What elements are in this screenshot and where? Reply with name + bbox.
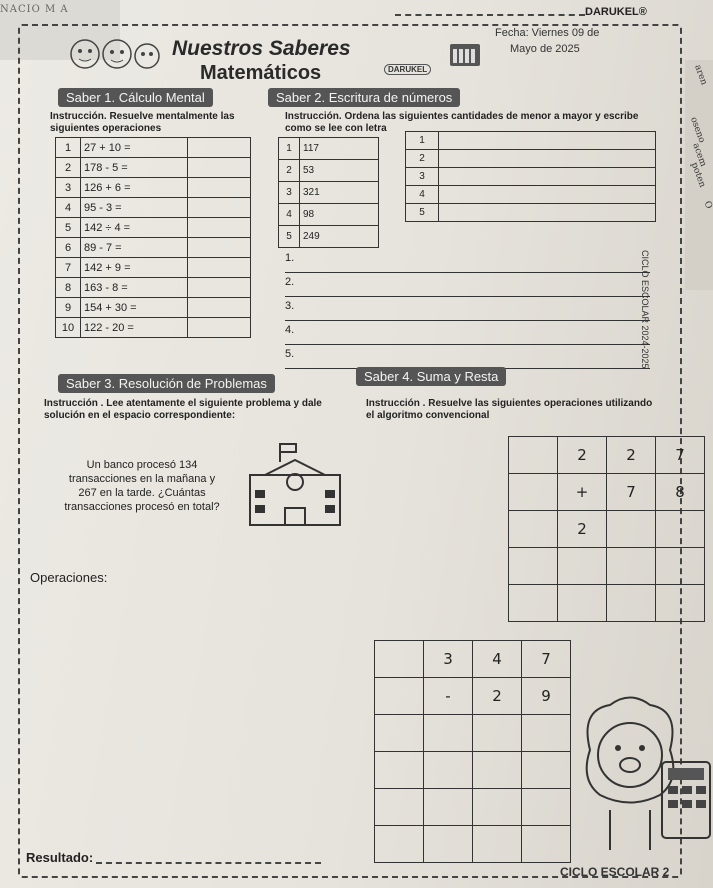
grid-cell[interactable] [375, 826, 424, 863]
saber1-row [56, 258, 251, 278]
grid-row [375, 789, 571, 826]
page-subtitle: Matemáticos [200, 62, 322, 84]
grid-cell[interactable]: 9 [522, 678, 571, 715]
grid-row [375, 826, 571, 863]
row-number: 1 [56, 138, 81, 158]
publisher-logo: DARUKEL [384, 64, 431, 75]
operation: 142 ÷ 4 = [81, 218, 188, 238]
number-value: 321 [300, 182, 379, 204]
number-value: 117 [300, 138, 379, 160]
calculator-icon [660, 760, 712, 840]
grid-cell[interactable]: 4 [473, 641, 522, 678]
saber1-row [56, 298, 251, 318]
grid-row [509, 585, 705, 622]
writing-line[interactable]: 3. [285, 300, 650, 321]
operation: 163 - 8 = [81, 278, 188, 298]
saber3-instruction: Instrucción . Lee atentamente el siguiente problema y dale solución en el espacio correspondiente: [44, 398, 322, 421]
writing-line[interactable]: 4. [285, 324, 650, 345]
grid-cell[interactable]: + [558, 474, 607, 511]
grid-row [375, 678, 571, 715]
grid-cell[interactable]: - [424, 678, 473, 715]
saber3-header: Saber 3. Resolución de Problemas [58, 374, 275, 393]
grid-row [375, 641, 571, 678]
order-number: 2 [406, 150, 439, 168]
operation: 89 - 7 = [81, 238, 188, 258]
edge-text-right-3: acem [690, 141, 708, 169]
saber2-header: Saber 2. Escritura de números [268, 88, 460, 107]
saber4-instruction: Instrucción . Resuelve las siguientes operaciones utilizando el algoritmo convencional [366, 398, 653, 421]
answer-cell[interactable] [188, 278, 251, 298]
operation: 154 + 30 = [81, 298, 188, 318]
grid-cell[interactable] [558, 548, 607, 585]
grid-cell[interactable] [522, 715, 571, 752]
grid-cell[interactable] [473, 789, 522, 826]
number-row [279, 182, 379, 204]
answer-cell[interactable] [188, 298, 251, 318]
row-number: 4 [56, 198, 81, 218]
grid-cell[interactable] [656, 511, 705, 548]
grid-cell[interactable] [509, 437, 558, 474]
row-number: 7 [56, 258, 81, 278]
school-icon [240, 440, 350, 530]
saber1-header: Saber 1. Cálculo Mental [58, 88, 213, 107]
grid-cell[interactable] [473, 715, 522, 752]
row-number: 6 [56, 238, 81, 258]
grid-cell[interactable] [375, 641, 424, 678]
saber1-table [55, 137, 251, 338]
saber1-row [56, 218, 251, 238]
edge-text-left: NACIO M A [0, 4, 69, 15]
grid-cell[interactable] [375, 789, 424, 826]
order-row [406, 204, 656, 222]
answer-cell[interactable] [188, 178, 251, 198]
saber1-row [56, 138, 251, 158]
footer-cycle: CICLO ESCOLAR 2 [560, 865, 670, 879]
saber2-instruction: Instrucción. Ordena las siguientes cantidades de menor a mayor y escribe como se lee con letra [285, 111, 639, 134]
row-number: 3 [279, 182, 300, 204]
grid-row [509, 474, 705, 511]
grid-row [375, 715, 571, 752]
row-number: 2 [56, 158, 81, 178]
order-number: 4 [406, 186, 439, 204]
operations-label: Operaciones: [30, 570, 108, 585]
result-label: Resultado: [26, 850, 94, 865]
grid-cell[interactable] [375, 752, 424, 789]
edge-text-right-5: O [701, 199, 713, 211]
grid-cell[interactable] [522, 789, 571, 826]
grid-cell[interactable] [473, 826, 522, 863]
number-row [279, 204, 379, 226]
saber1-row [56, 198, 251, 218]
number-row [279, 160, 379, 182]
grid-cell[interactable]: 2 [607, 437, 656, 474]
saber4-header: Saber 4. Suma y Resta [356, 367, 506, 386]
grid-cell[interactable] [424, 715, 473, 752]
order-number: 1 [406, 132, 439, 150]
grid-cell[interactable] [656, 585, 705, 622]
writing-line[interactable]: 5. [285, 348, 650, 369]
answer-cell[interactable] [188, 318, 251, 338]
grid-cell[interactable] [509, 548, 558, 585]
answer-cell[interactable] [188, 238, 251, 258]
order-number: 5 [406, 204, 439, 222]
writing-line[interactable]: 1. [285, 252, 650, 273]
order-row [406, 150, 656, 168]
saber1-row [56, 158, 251, 178]
grid-cell[interactable] [607, 585, 656, 622]
writing-line[interactable]: 2. [285, 276, 650, 297]
grid-cell[interactable] [509, 585, 558, 622]
number-row [279, 226, 379, 248]
operation: 95 - 3 = [81, 198, 188, 218]
saber1-row [56, 178, 251, 198]
number-value: 53 [300, 160, 379, 182]
saber1-row [56, 318, 251, 338]
grid-cell[interactable] [656, 548, 705, 585]
grid-cell[interactable]: 8 [656, 474, 705, 511]
grid-row [375, 752, 571, 789]
answer-cell[interactable] [188, 258, 251, 278]
grid-row [509, 548, 705, 585]
saber2-numbers-table [278, 137, 379, 248]
answer-cell[interactable] [188, 198, 251, 218]
grid-cell[interactable]: 7 [656, 437, 705, 474]
grid-cell[interactable]: 7 [522, 641, 571, 678]
grid-cell[interactable] [473, 752, 522, 789]
grid-cell[interactable] [509, 511, 558, 548]
grid-cell[interactable]: 2 [558, 437, 607, 474]
row-number: 10 [56, 318, 81, 338]
brand-name: DARUKEL® [585, 6, 647, 18]
answer-cell[interactable] [188, 158, 251, 178]
operation: 122 - 20 = [81, 318, 188, 338]
grid-cell[interactable]: 7 [607, 474, 656, 511]
order-row [406, 168, 656, 186]
edge-text-right-2: oseno [688, 115, 707, 145]
saber1-instruction: Instrucción. Resuelve mentalmente las siguientes operaciones [50, 111, 235, 134]
order-answer-cell[interactable] [439, 186, 656, 204]
order-number: 3 [406, 168, 439, 186]
operation: 126 + 6 = [81, 178, 188, 198]
grid-cell[interactable] [509, 474, 558, 511]
grid-cell[interactable]: 2 [473, 678, 522, 715]
row-number: 8 [56, 278, 81, 298]
row-number: 4 [279, 204, 300, 226]
grid-cell[interactable] [375, 715, 424, 752]
order-row [406, 186, 656, 204]
grid-cell[interactable] [522, 752, 571, 789]
date-line-1: Fecha: Viernes 09 de [495, 27, 600, 39]
grid-cell[interactable] [424, 789, 473, 826]
row-number: 3 [56, 178, 81, 198]
operation: 27 + 10 = [81, 138, 188, 158]
row-number: 5 [56, 218, 81, 238]
answer-cell[interactable] [188, 138, 251, 158]
vertical-cycle-label: CICLO ESCOLAR 2024-2025 [640, 250, 650, 369]
edge-text-right-1: aren [692, 63, 709, 87]
order-answer-cell[interactable] [439, 132, 656, 150]
subtraction-grid[interactable] [374, 640, 571, 863]
grid-cell[interactable] [424, 752, 473, 789]
row-number: 2 [279, 160, 300, 182]
order-answer-cell[interactable] [439, 168, 656, 186]
grid-cell[interactable] [424, 826, 473, 863]
saber2-order-table [405, 131, 656, 222]
grid-cell[interactable]: 3 [424, 641, 473, 678]
grid-cell[interactable] [522, 826, 571, 863]
order-answer-cell[interactable] [439, 150, 656, 168]
mascot-icons [65, 34, 165, 74]
grid-cell[interactable] [558, 585, 607, 622]
saber1-row [56, 278, 251, 298]
edge-text-right-4: poten [688, 161, 708, 189]
result-line[interactable] [96, 862, 321, 864]
row-number: 1 [279, 138, 300, 160]
answer-cell[interactable] [188, 218, 251, 238]
operation: 178 - 5 = [81, 158, 188, 178]
row-number: 9 [56, 298, 81, 318]
grid-cell[interactable] [607, 548, 656, 585]
grid-row [509, 437, 705, 474]
page-title: Nuestros Saberes [172, 37, 351, 60]
grid-row [509, 511, 705, 548]
grid-cell[interactable] [607, 511, 656, 548]
grid-cell[interactable] [375, 678, 424, 715]
calendar-icon [450, 44, 480, 66]
saber1-row [56, 238, 251, 258]
problem-text: Un banco procesó 134 transacciones en la mañana y 267 en la tarde. ¿Cuántas transacciones procesó en total? [64, 459, 220, 513]
number-value: 249 [300, 226, 379, 248]
date-line-2: Mayo de 2025 [510, 43, 580, 55]
number-row [279, 138, 379, 160]
brand-line [395, 14, 585, 16]
grid-cell[interactable]: 2 [558, 511, 607, 548]
operation: 142 + 9 = [81, 258, 188, 278]
addition-grid[interactable] [508, 436, 705, 622]
row-number: 5 [279, 226, 300, 248]
order-answer-cell[interactable] [439, 204, 656, 222]
order-row [406, 132, 656, 150]
number-value: 98 [300, 204, 379, 226]
